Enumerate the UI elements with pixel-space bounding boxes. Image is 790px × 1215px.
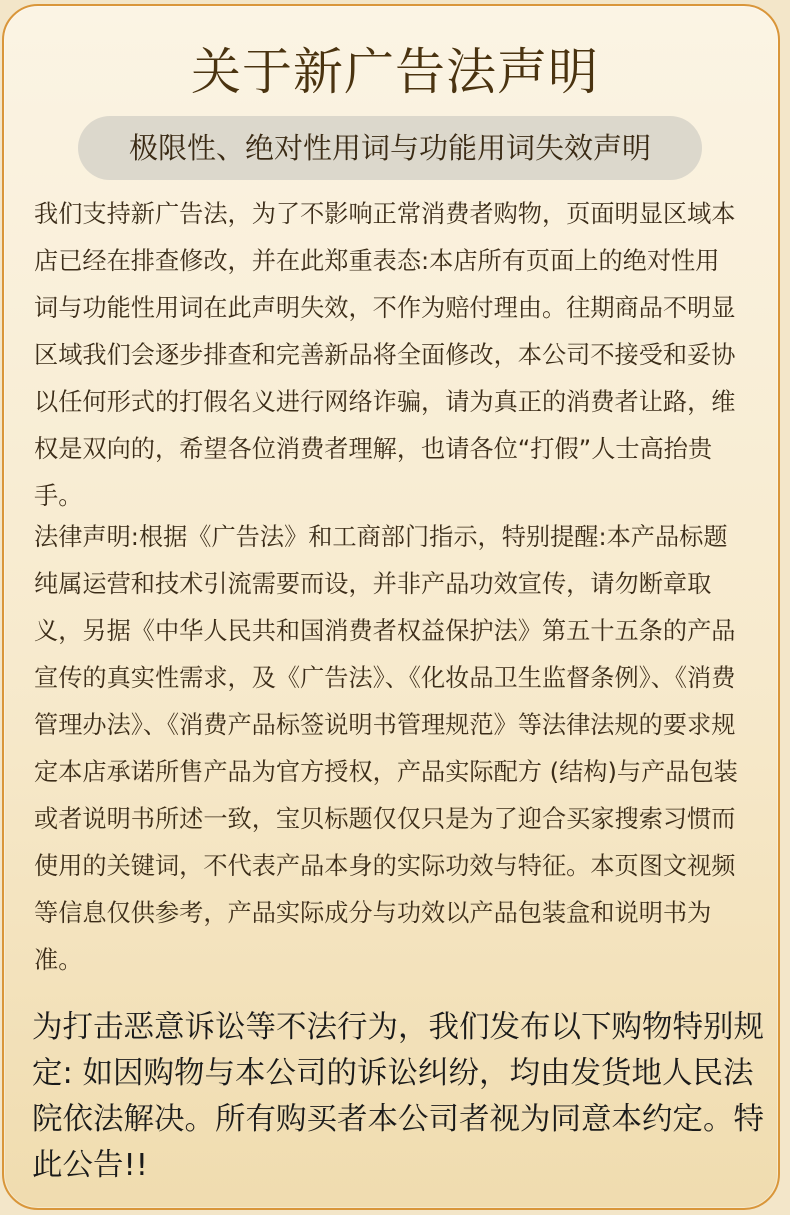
statement-paragraph-support: 我们支持新广告法，为了不影响正常消费者购物，页面明显区域本店已经在排查修改，并在此郑重表态:本店所有页面上的绝对性用词与功能性用词在此声明失效，不作为赔付理由。往期商品不明显区域我们会逐步排查和完善新品将全面修改，本公司不接受和妥协以任何形式的打假名义进行网络诈骗，请为真正的消费者让路，维权是双向的，希望各位消费者理解，也请各位“打假”人士高抬贵手。 xyxy=(34,200,736,510)
jurisdiction-notice: 为打击恶意诉讼等不法行为，我们发布以下购物特别规定: 如因购物与本公司的诉讼纠纷，均由发货地人民法院依法解决。所有购买者本公司者视为同意本约定。特此公告!! xyxy=(32,1010,764,1183)
page-title: 关于新广告法声明 xyxy=(191,43,599,101)
statement-paragraph-legal: 法律声明:根据《广告法》和工商部门指示，特别提醒:本产品标题纯属运营和技术引流需要而设，并非产品功效宣传，请勿断章取义，另据《中华人民共和国消费者权益保护法》第五十五条的产品宣传的真实性需求，及《广告法》、《化妆品卫生监督条例》、《消费管理办法》、《消费产品标签说明书管理规范》等法律法规的要求规定本店承诺所售产品为官方授权，产品实际配方 (结构)与产品包装或者说明书所述一致，宝贝标题仅仅只是为了迎合买家搜索习惯而使用的关键词，不代表产品本身的实际功效与特征。本页图文视频等信息仅供参考，产品实际成分与功效以产品包装盒和说明书为准。 xyxy=(34,523,738,974)
subtitle-banner xyxy=(78,116,702,180)
subtitle-text: 极限性、绝对性用词与功能用词失效声明 xyxy=(128,131,651,165)
